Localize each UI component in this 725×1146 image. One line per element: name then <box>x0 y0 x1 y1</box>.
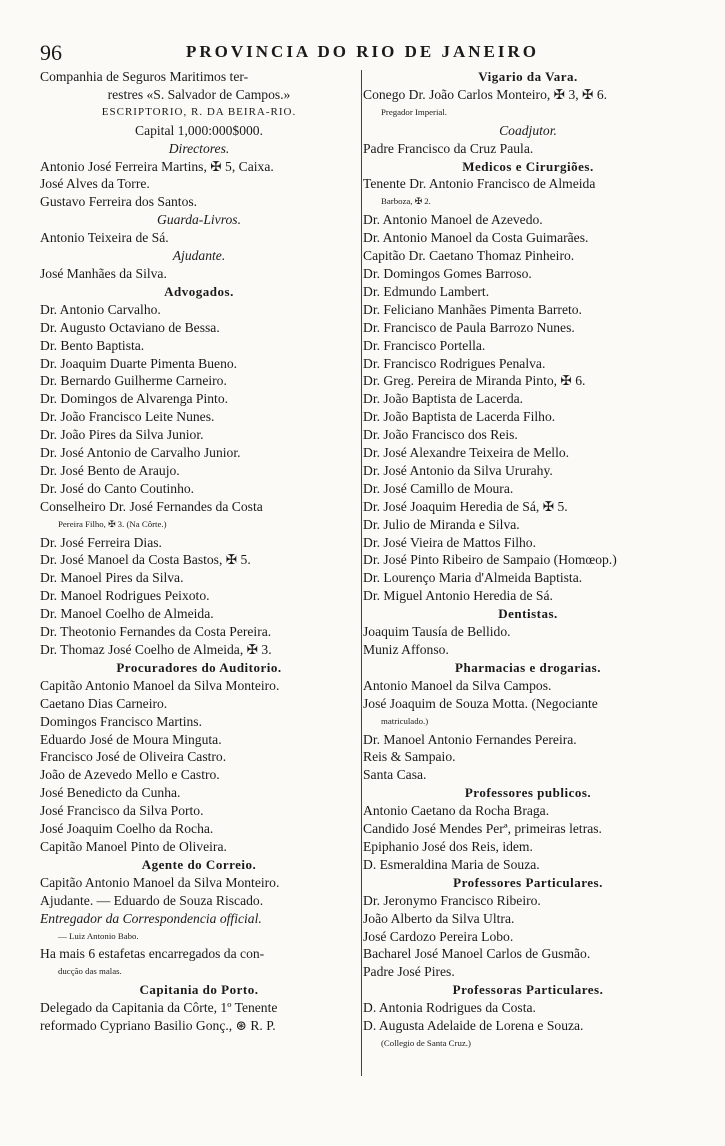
entry-line: Francisco José de Oliveira Castro. <box>40 749 227 765</box>
entry-line: Dr. Edmundo Lambert. <box>363 283 490 299</box>
entry-line: Dr. José Antonio de Carvalho Junior. <box>40 445 241 461</box>
entry-line: Conselheiro Dr. José Fernandes da Costa <box>40 498 263 514</box>
entry-line: Epiphanio José dos Reis, idem. <box>363 838 533 854</box>
entry-line: Conego Dr. João Carlos Monteiro, ✠ 3, ✠ 6. <box>363 86 608 102</box>
entry-line: Dr. Francisco de Paula Barrozo Nunes. <box>363 319 575 335</box>
entry-line: Capitão Dr. Caetano Thomaz Pinheiro. <box>363 248 575 264</box>
entry-line: Gustavo Ferreira dos Santos. <box>40 194 198 210</box>
entry-line: Dr. Bernardo Guilherme Carneiro. <box>40 373 227 389</box>
entry-line: D. Esmeraldina Maria de Souza. <box>363 856 540 872</box>
entry-line: Dr. Feliciano Manhães Pimenta Barreto. <box>363 301 582 317</box>
section-heading: Professores publicos. <box>464 785 592 801</box>
subsection-heading: Coadjutor. <box>499 122 557 138</box>
entry-line: Capitão Antonio Manoel da Silva Monteiro. <box>40 874 280 890</box>
entry-line: Pregador Imperial. <box>381 106 447 117</box>
entry-line: Dr. Francisco Rodrigues Penalva. <box>363 355 546 371</box>
entry-line: Dr. Greg. Pereira de Miranda Pinto, ✠ 6. <box>363 373 586 389</box>
section-heading: Dentistas. <box>498 606 558 622</box>
entry-line: restres «S. Salvador de Campos.» <box>107 86 291 102</box>
entry-line: José Francisco da Silva Porto. <box>40 803 204 819</box>
entry-line: Eduardo José de Moura Minguta. <box>40 731 222 747</box>
entry-line: Bacharel José Manoel Carlos de Gusmão. <box>363 946 591 962</box>
entry-line: D. Antonia Rodrigues da Costa. <box>363 1000 536 1016</box>
entry-line: Dr. José Manoel da Costa Bastos, ✠ 5. <box>40 552 251 568</box>
entry-line: D. Augusta Adelaide de Lorena e Souza. <box>363 1018 584 1034</box>
entry-line: José Cardozo Pereira Lobo. <box>363 928 514 944</box>
subsection-heading: Ajudante. <box>172 248 226 264</box>
entry-line: Dr. Bento Baptista. <box>40 337 145 353</box>
section-heading: Procuradores do Auditorio. <box>116 659 282 675</box>
entry-line: Dr. Jeronymo Francisco Ribeiro. <box>363 892 541 908</box>
entry-line: José Alves da Torre. <box>40 176 150 192</box>
entry-line: Padre Francisco da Cruz Paula. <box>363 140 534 156</box>
entry-line: Dr. Antonio Manoel de Azevedo. <box>363 212 543 228</box>
entry-line: ducção das malas. <box>58 966 122 977</box>
entry-line: Dr. Antonio Manoel da Costa Guimarães. <box>363 230 589 246</box>
entry-line: Dr. João Francisco dos Reis. <box>363 427 518 443</box>
entry-line: Dr. Domingos de Alvarenga Pinto. <box>40 391 229 407</box>
entry-line: Dr. Julio de Miranda e Silva. <box>363 516 520 532</box>
section-heading: Pharmacias e drogarias. <box>455 659 601 675</box>
entry-line: Dr. Thomaz José Coelho de Almeida, ✠ 3. <box>40 642 272 657</box>
entry-line: José Manhães da Silva. <box>40 265 167 281</box>
entry-line: Santa Casa. <box>363 767 427 783</box>
entry-line: Dr. Augusto Octaviano de Bessa. <box>40 319 220 335</box>
entry-line: Pereira Filho, ✠ 3. (Na Côrte.) <box>58 518 167 529</box>
section-heading: Agente do Correio. <box>141 856 257 872</box>
address-line: ESCRIPTORIO, R. DA BEIRA-RIO. <box>101 105 297 118</box>
right-column <box>363 68 693 1053</box>
entry-line: Antonio Caetano da Rocha Braga. <box>363 803 550 819</box>
entry-line: Caetano Dias Carneiro. <box>40 695 168 711</box>
entry-line: Dr. João Baptista de Lacerda. <box>363 391 524 407</box>
entry-line: Dr. José Ferreira Dias. <box>40 534 162 550</box>
entry-line: Domingos Francisco Martins. <box>40 713 202 729</box>
entry-line: Padre José Pires. <box>363 964 455 980</box>
entry-line: Ha mais 6 estafetas encarregados da con- <box>40 946 265 962</box>
entry-line: Dr. Antonio Carvalho. <box>40 301 161 317</box>
entry-line: José Joaquim de Souza Motta. (Negociante <box>363 695 598 711</box>
entry-line: João Alberto da Silva Ultra. <box>363 910 515 926</box>
entry-line: Dr. Manoel Rodrigues Peixoto. <box>40 588 210 604</box>
section-heading: Vigario da Vara. <box>478 69 578 84</box>
entry-line: Capitão Manoel Pinto de Oliveira. <box>40 838 227 854</box>
entry-line: Capitão Antonio Manoel da Silva Monteiro. <box>40 677 280 693</box>
entry-line: Joaquim Tausía de Bellido. <box>363 624 511 640</box>
entry-line: Dr. José Alexandre Teixeira de Mello. <box>363 445 570 461</box>
entry-line: Dr. Manoel Coelho de Almeida. <box>40 606 214 622</box>
entry-line: Antonio José Ferreira Martins, ✠ 5, Caixa. <box>40 158 274 174</box>
entry-line: Barboza, ✠ 2. <box>381 196 431 207</box>
entry-line: Dr. Domingos Gomes Barroso. <box>363 265 532 281</box>
section-heading: Professoras Particulares. <box>452 982 604 998</box>
entry-line: Dr. João Baptista de Lacerda Filho. <box>363 409 556 425</box>
subsection-heading: Directores. <box>168 140 230 156</box>
entry-line: Dr. João Francisco Leite Nunes. <box>40 409 215 425</box>
entry-line: João de Azevedo Mello e Castro. <box>40 767 220 783</box>
entry-line: Dr. Manoel Antonio Fernandes Pereira. <box>363 731 577 747</box>
section-heading: Medicos e Cirurgiões. <box>462 158 594 174</box>
entry-line: Dr. João Pires da Silva Junior. <box>40 427 204 443</box>
entry-line: Antonio Manoel da Silva Campos. <box>363 677 552 693</box>
entry-line: Ajudante. — Eduardo de Souza Riscado. <box>40 892 264 908</box>
entry-line: José Benedicto da Cunha. <box>40 785 181 801</box>
entry-line: José Joaquim Coelho da Rocha. <box>40 821 214 837</box>
section-heading: Professores Particulares. <box>453 874 603 890</box>
entry-line: Companhia de Seguros Maritimos ter- <box>40 69 249 84</box>
running-title: PROVINCIA DO RIO DE JANEIRO <box>185 42 540 61</box>
left-column <box>40 68 358 1035</box>
entry-line: Dr. José Camillo de Moura. <box>363 480 514 496</box>
section-heading: Capitania do Porto. <box>139 982 259 998</box>
entry-line: Dr. Manoel Pires da Silva. <box>40 570 184 586</box>
page-number: 96 <box>40 40 62 65</box>
entry-line: Reis & Sampaio. <box>363 749 456 765</box>
entry-line: Antonio Teixeira de Sá. <box>40 230 169 246</box>
entry-line: Dr. Theotonio Fernandes da Costa Pereira. <box>40 624 272 640</box>
entry-line: Dr. José Pinto Ribeiro de Sampaio (Homœop.) <box>363 552 617 568</box>
entry-line: Capital 1,000:000$000. <box>135 122 263 138</box>
entry-line: reformado Cypriano Basilio Gonç., ⊛ R. P. <box>40 1018 276 1034</box>
entry-line: Delegado da Capitania da Côrte, 1º Tenente <box>40 1000 278 1016</box>
column-divider <box>361 70 362 1076</box>
entry-line: Dr. Joaquim Duarte Pimenta Bueno. <box>40 355 238 371</box>
entry-line: Dr. José Antonio da Silva Ururahy. <box>363 462 553 478</box>
entry-line: Entregador da Correspondencia official. <box>40 910 262 926</box>
entry-line: — Luiz Antonio Babo. <box>58 930 139 941</box>
entry-line: Muniz Affonso. <box>363 642 449 657</box>
entry-line: matriculado.) <box>381 715 429 726</box>
entry-line: Dr. José do Canto Coutinho. <box>40 480 195 496</box>
subsection-heading: Guarda-Livros. <box>157 212 241 228</box>
entry-line: Dr. José Bento de Araujo. <box>40 462 180 478</box>
entry-line: Candido José Mendes Perª, primeiras letras. <box>363 821 602 837</box>
entry-line: (Collegio de Santa Cruz.) <box>381 1037 471 1048</box>
entry-line: Dr. José Joaquim Heredia de Sá, ✠ 5. <box>363 498 568 514</box>
entry-line: Dr. Lourenço Maria d'Almeida Baptista. <box>363 570 583 586</box>
entry-line: Dr. Francisco Portella. <box>363 337 486 353</box>
entry-line: Dr. Miguel Antonio Heredia de Sá. <box>363 588 553 604</box>
section-heading: Advogados. <box>164 283 234 299</box>
entry-line: Tenente Dr. Antonio Francisco de Almeida <box>363 176 596 192</box>
entry-line: Dr. José Vieira de Mattos Filho. <box>363 534 536 550</box>
